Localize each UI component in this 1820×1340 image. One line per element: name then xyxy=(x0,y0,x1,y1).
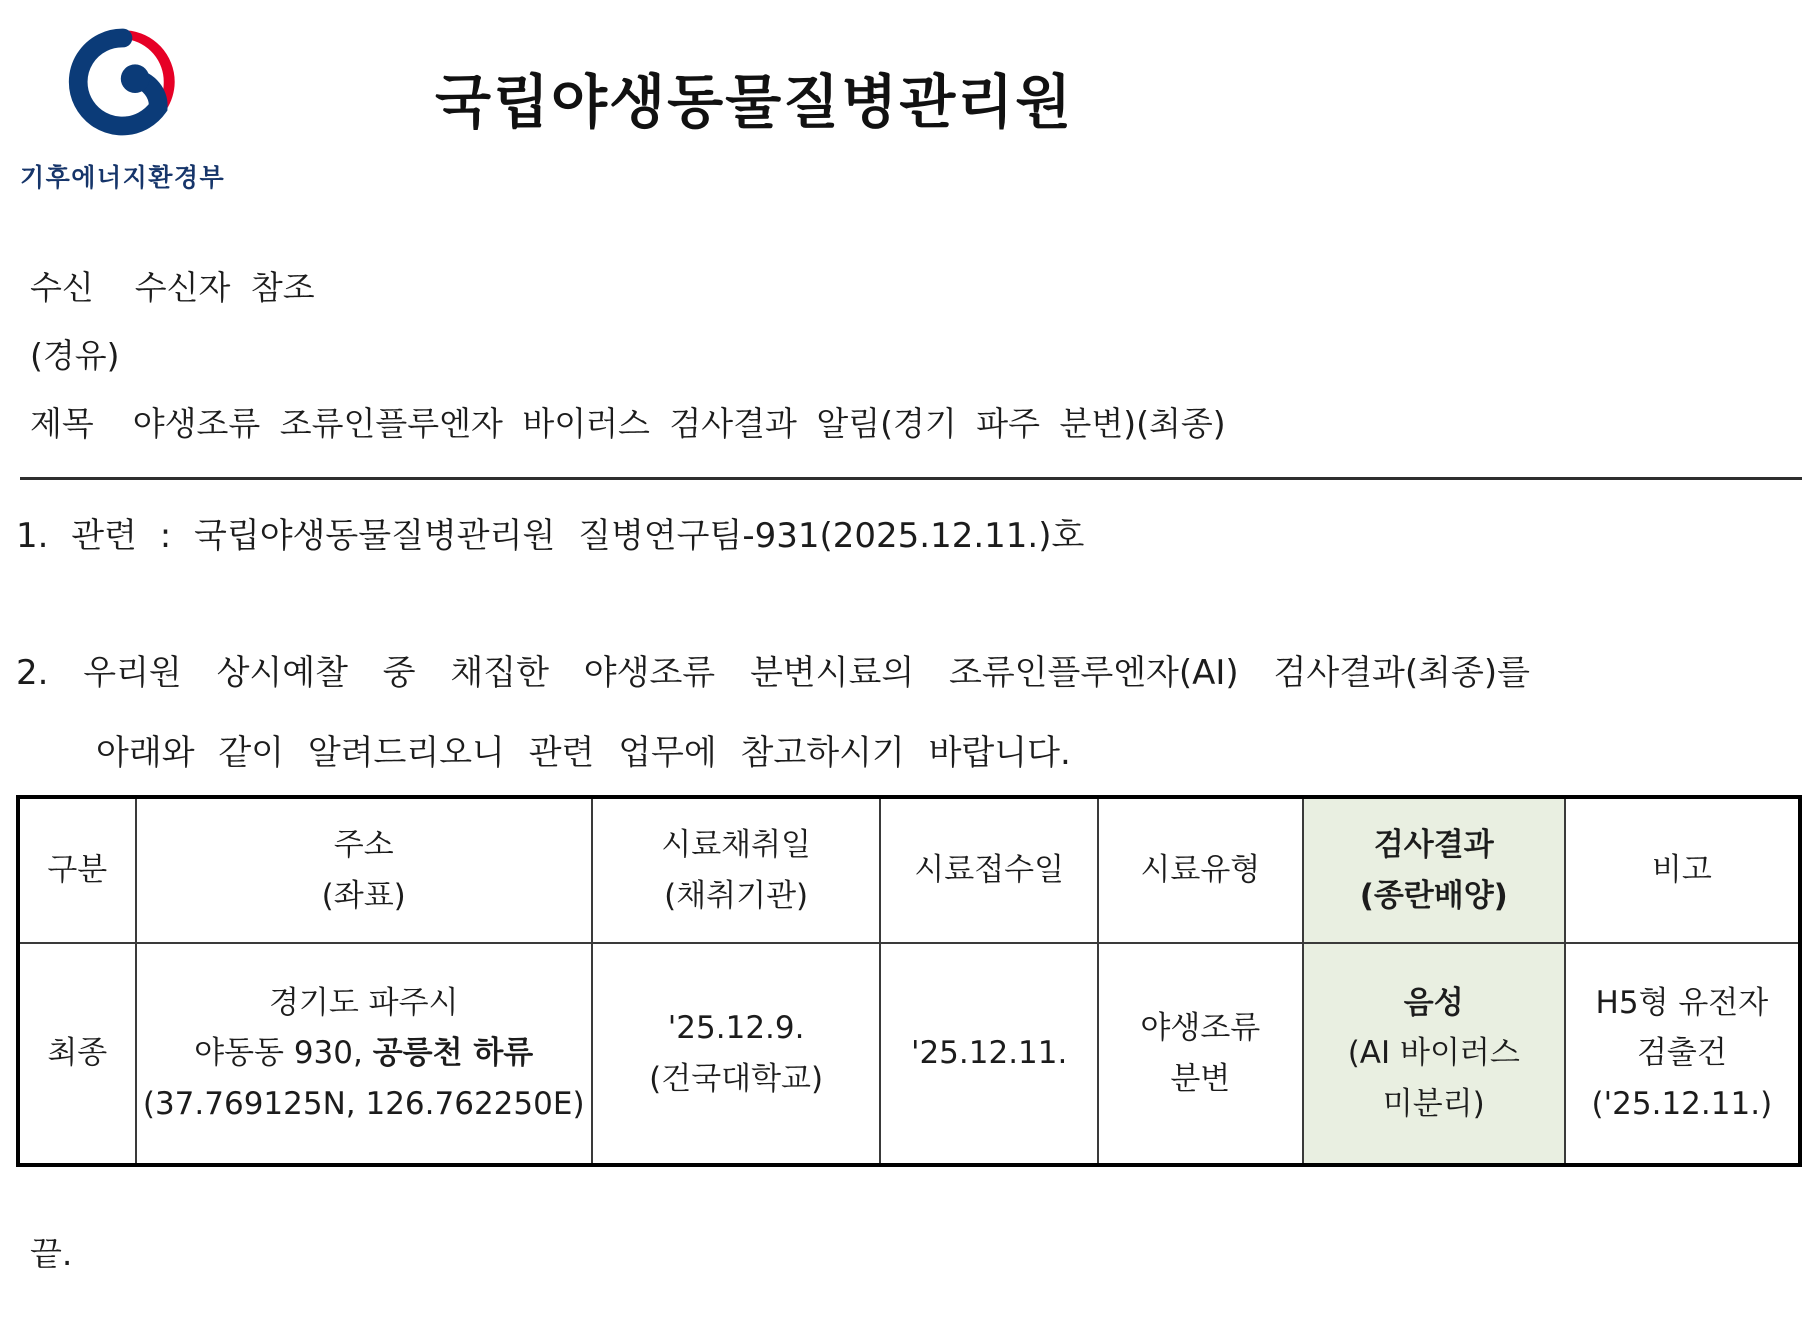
header-result: 검사결과 (종란배양) xyxy=(1303,797,1565,943)
subject-line: 제목 야생조류 조류인플루엔자 바이러스 검사결과 알림(경기 파주 분변)(최종) xyxy=(30,404,1226,443)
cell-receipt-date: '25.12.11. xyxy=(880,943,1097,1165)
table-header-row xyxy=(18,797,1800,943)
recipient-line: 수신 수신자 참조 xyxy=(30,268,315,307)
ministry-name: 기후에너지환경부 xyxy=(20,163,226,192)
body-item-2-line-2: 아래와 같이 알려드리오니 관련 업무에 참고하시기 바랍니다. xyxy=(96,733,1071,773)
end-of-document-mark: 끝. xyxy=(30,1234,73,1273)
header-note: 비고 xyxy=(1565,797,1800,943)
cell-result: 음성 (AI 바이러스 미분리) xyxy=(1303,943,1565,1165)
cell-address: 경기도 파주시 야동동 930, 공릉천 하류 (37.769125N, 126.762250E) xyxy=(136,943,592,1165)
cell-sample-type: 야생조류 분변 xyxy=(1098,943,1303,1165)
page-title: 국립야생동물질병관리원 xyxy=(435,68,1074,136)
korea-government-logo-icon xyxy=(68,26,178,138)
via-line: (경유) xyxy=(30,336,120,375)
cell-note: H5형 유전자 검출건 ('25.12.11.) xyxy=(1565,943,1800,1165)
header-collection-date: 시료채취일 (채취기관) xyxy=(592,797,881,943)
cell-category: 최종 xyxy=(18,943,136,1165)
header-receipt-date: 시료접수일 xyxy=(880,797,1097,943)
header-category: 구분 xyxy=(18,797,136,943)
cell-collection-date: '25.12.9. (건국대학교) xyxy=(592,943,881,1165)
body-item-2-line-1: 2. 우리원 상시예찰 중 채집한 야생조류 분변시료의 조류인플루엔자(AI) 검사결과(최종)를 xyxy=(16,653,1530,693)
table-row xyxy=(18,943,1800,1165)
test-result-table xyxy=(16,795,1802,1167)
header-address: 주소 (좌표) xyxy=(136,797,592,943)
header-sample-type: 시료유형 xyxy=(1098,797,1303,943)
body-item-1: 1. 관련 : 국립야생동물질병관리원 질병연구팀-931(2025.12.11.)호 xyxy=(16,516,1085,556)
horizontal-divider xyxy=(20,477,1802,480)
